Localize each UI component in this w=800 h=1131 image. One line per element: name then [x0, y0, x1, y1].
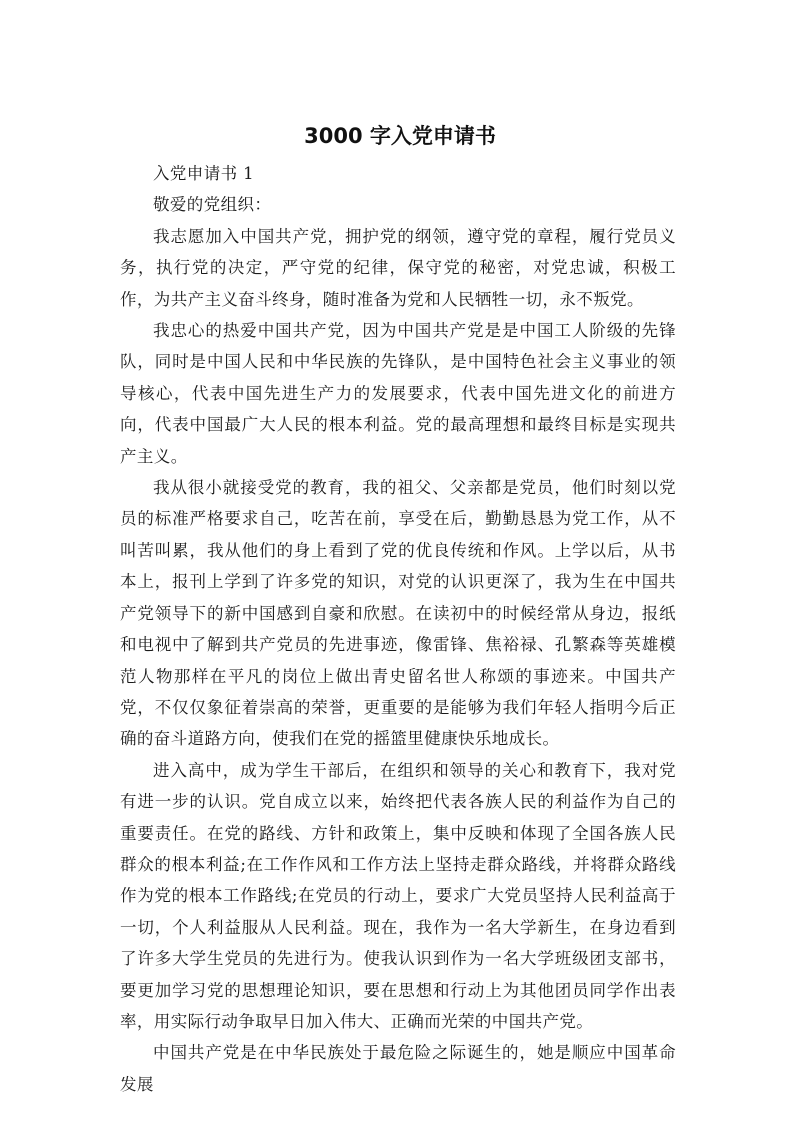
body-paragraph: 我志愿加入中国共产党，拥护党的纲领，遵守党的章程，履行党员义务，执行党的决定，严守党的纪律，保守党的秘密，对党忠诚，积极工作，为共产主义奋斗终身，随时准备为党和人民牺牲一切，永不叛党。 [120, 226, 676, 309]
salutation: 敬爱的党组织： [153, 195, 272, 215]
section-heading: 入党申请书 1 [153, 164, 255, 183]
body-paragraph: 我从很小就接受党的教育，我的祖父、父亲都是党员，他们时刻以党员的标准严格要求自己，吃苦在前，享受在后，勤勤恳恳为党工作，从不叫苦叫累，我从他们的身上看到了党的优良传统和作风。上学以后，从书本上，报刊上学到了许多党的知识，对党的认识更深了，我为生在中国共产党领导下的新中国感到自豪和欣慰。在读初中的时候经常从身边，报纸和电视中了解到共产党员的先进事迹，像雷锋、焦裕禄、孔繁森等英雄模范人物那样在平凡的岗位上做出青史留名世人称颂的事迹来。中国共产党，不仅仅象征着崇高的荣誉，更重要的是能够为我们年轻人指明今后正确的奋斗道路方向，使我们在党的摇篮里健康快乐地成长。 [120, 478, 676, 749]
body-paragraph: 中国共产党是在中华民族处于最危险之际诞生的，她是顺应中国革命发展 [120, 1043, 676, 1094]
document-body [120, 158, 676, 1100]
body-paragraph: 进入高中，成为学生干部后，在组织和领导的关心和教育下，我对党有进一步的认识。党自成立以来，始终把代表各族人民的利益作为自己的重要责任。在党的路线、方针和政策上，集中反映和体现了全国各族人民群众的根本利益;在工作作风和工作方法上坚持走群众路线，并将群众路线作为党的根本工作路线;在党员的行动上，要求广大党员坚持人民利益高于一切，个人利益服从人民利益。现在，我作为一名大学新生，在身边看到了许多大学生党员的先进行为。使我认识到作为一名大学班级团支部书，要更加学习党的思想理论知识，要在思想和行动上为其他团员同学作出表率，用实际行动争取早日加入伟大、正确而光荣的中国共产党。 [120, 760, 676, 1031]
body-paragraph: 我忠心的热爱中国共产党，因为中国共产党是是中国工人阶级的先锋队，同时是中国人民和中华民族的先锋队，是中国特色社会主义事业的领导核心，代表中国先进生产力的发展要求，代表中国先进文化的前进方向，代表中国最广大人民的根本利益。党的最高理想和最终目标是实现共产主义。 [120, 321, 676, 466]
document-title: 3000 字入党申请书 [304, 124, 496, 148]
